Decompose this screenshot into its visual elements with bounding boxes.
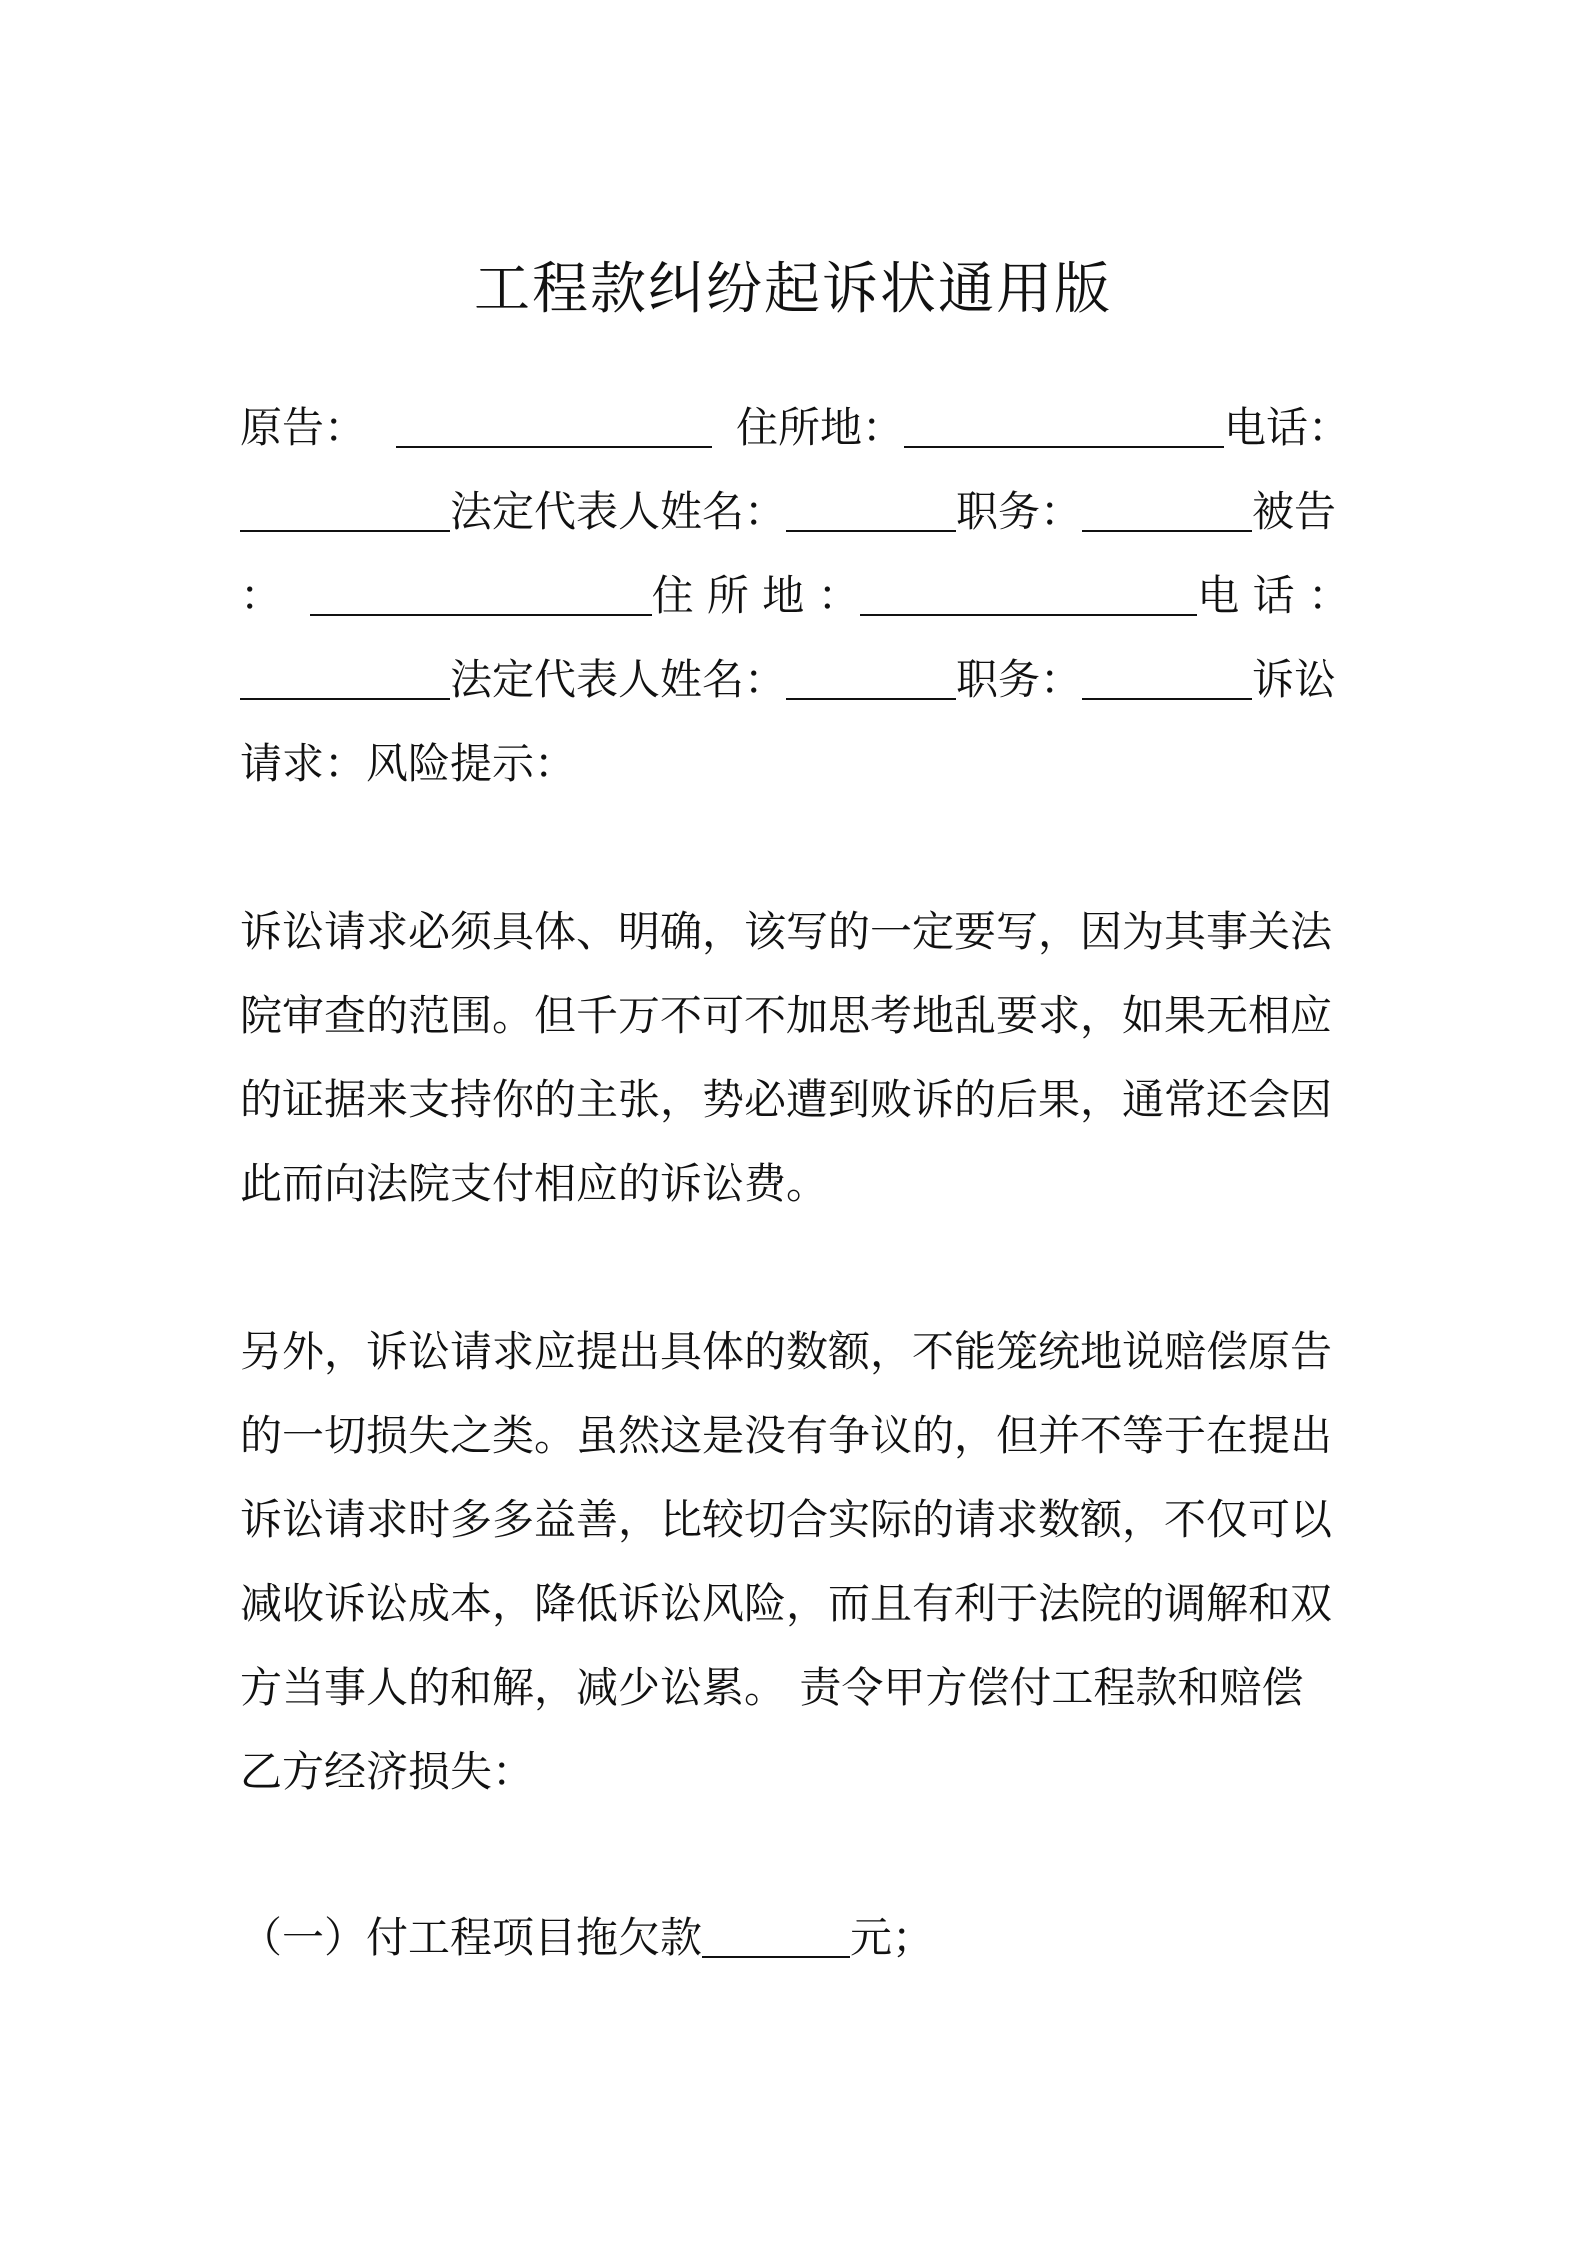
defendant-residence-label: 住 所 地 ： [651,571,860,620]
plaintiff-label: 原告： [240,403,367,452]
claims-label-cont: 请求：风险提示： [240,739,577,788]
position-blank [1082,482,1252,532]
plaintiff-blank [396,398,712,448]
defendant-rep-line [240,638,1350,722]
paragraph2-line: 另外，诉讼请求应提出具体的数额，不能笼统地说赔偿原告 [240,1327,1333,1376]
phone-blank [240,482,450,532]
residence-label: 住所地： [736,403,905,452]
plaintiff-rep-line [240,470,1350,554]
defendant-colon: ： [240,571,283,620]
defendant-residence-blank [860,566,1198,616]
paragraph1-line: 院审查的范围。但千万不可不加思考地乱要求，如果无相应 [240,991,1333,1040]
paragraph1-line: 的证据来支持你的主张，势必遭到败诉的后果，通常还会因 [240,1075,1333,1124]
paragraph2-line: 的一切损失之类。虽然这是没有争议的，但并不等于在提出 [240,1411,1333,1460]
document-title: 工程款纠纷起诉状通用版 [474,257,1112,322]
defendant-phone-label: 电 话 ： [1197,571,1350,620]
defendant-legal-rep-label: 法定代表人姓名： [450,655,787,704]
defendant-blank [310,566,652,616]
defendant-position-label: 职务： [956,655,1083,704]
paragraph1-line: 此而向法院支付相应的诉讼费。 [240,1159,829,1208]
claim-item-1-amount-blank [702,1908,850,1958]
position-label: 职务： [956,487,1083,536]
claims-label: 诉讼 [1252,655,1337,704]
plaintiff-line [240,386,1350,470]
legal-rep-blank [786,482,956,532]
defendant-legal-rep-blank [786,650,956,700]
claims-line [240,722,1350,806]
defendant-label: 被告 [1252,487,1337,536]
claim-item-1-prefix: （一）付工程项目拖欠款 [240,1913,703,1962]
claim-item-1 [240,1896,1350,1980]
paragraph2-line: 减收诉讼成本，降低诉讼风险，而且有利于法院的调解和双 [240,1579,1333,1628]
claim-item-1-suffix: 元； [850,1913,935,1962]
paragraph1-line: 诉讼请求必须具体、明确，该写的一定要写，因为其事关法 [240,907,1333,956]
paragraph2-line: 方当事人的和解，减少讼累。 责令甲方偿付工程款和赔偿 [240,1663,1304,1712]
defendant-position-blank [1082,650,1252,700]
residence-blank [904,398,1224,448]
defendant-line [240,554,1350,638]
phone-label: 电话： [1223,403,1350,452]
paragraph2-line: 诉讼请求时多多益善，比较切合实际的请求数额，不仅可以 [240,1495,1333,1544]
paragraph2-line: 乙方经济损失： [240,1747,535,1796]
legal-rep-label: 法定代表人姓名： [450,487,787,536]
defendant-phone-blank [240,650,450,700]
